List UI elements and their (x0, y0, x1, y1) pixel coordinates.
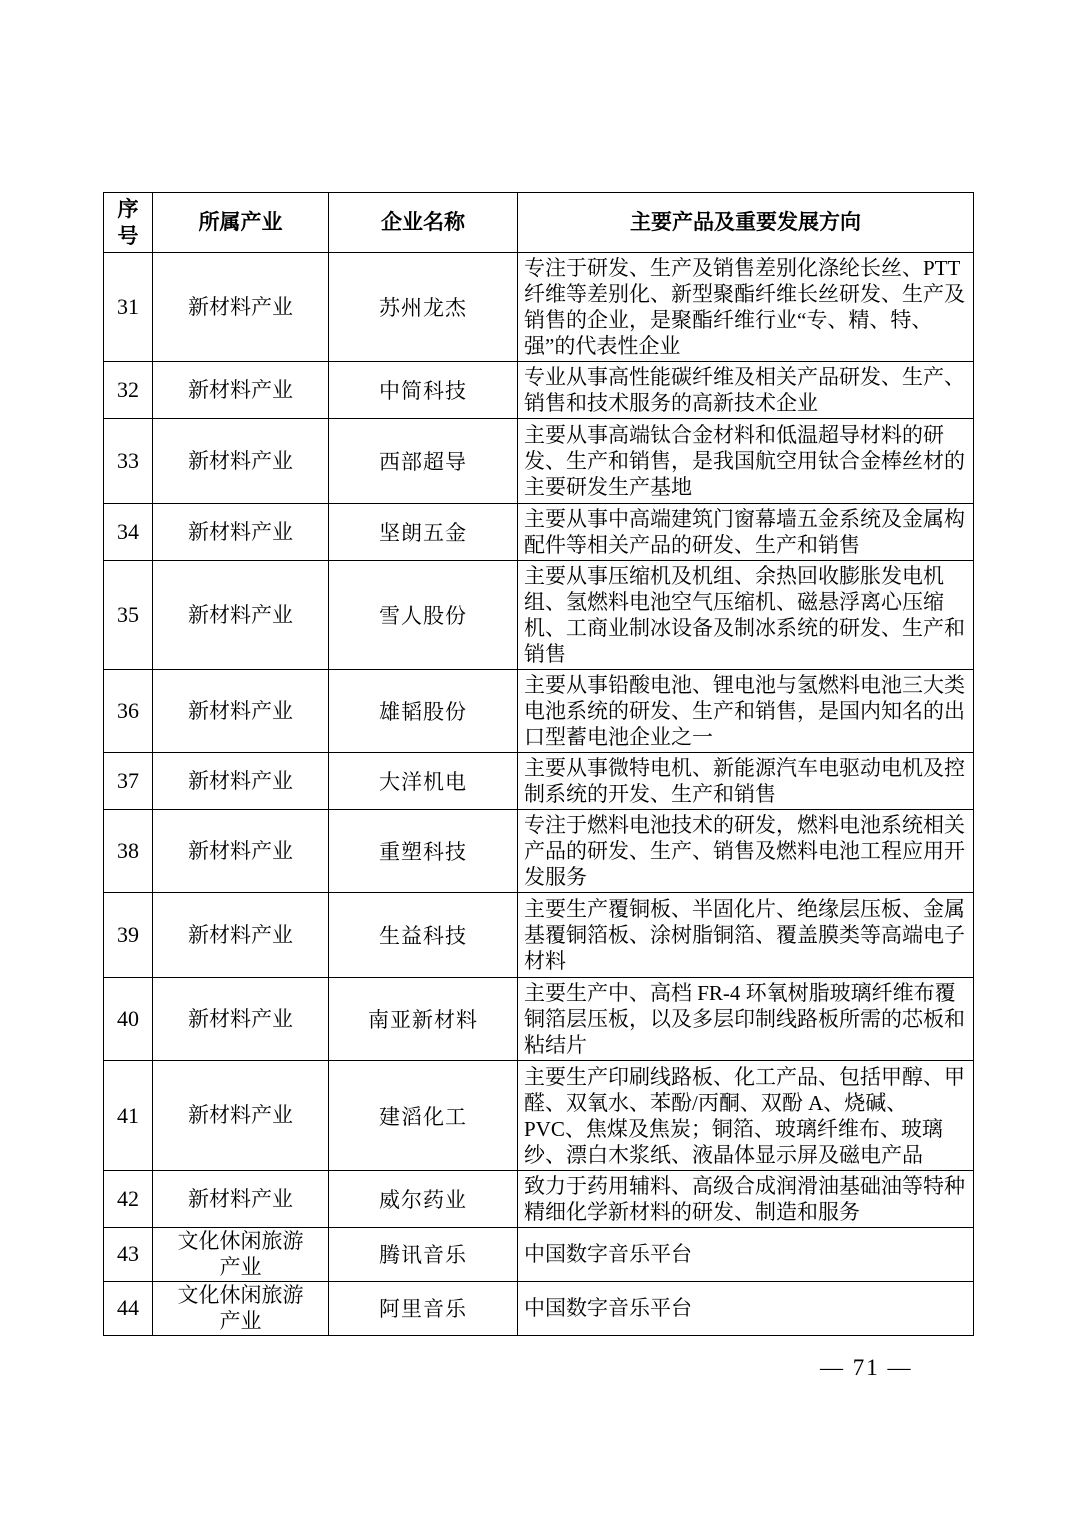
header-description: 主要产品及重要发展方向 (518, 193, 974, 253)
cell-serial: 38 (104, 810, 153, 893)
cell-serial: 39 (104, 893, 153, 978)
cell-description: 主要从事中高端建筑门窗幕墙五金系统及金属构配件等相关产品的研发、生产和销售 (518, 504, 974, 561)
table-row (104, 893, 974, 978)
header-industry: 所属产业 (153, 193, 329, 253)
cell-description: 主要生产覆铜板、半固化片、绝缘层压板、金属基覆铜箔板、涂树脂铜箔、覆盖膜类等高端电子材料 (518, 893, 974, 978)
table-row (104, 978, 974, 1061)
page-number: — 71 — (820, 1355, 913, 1380)
cell-description: 主要从事高端钛合金材料和低温超导材料的研发、生产和销售，是我国航空用钛合金棒丝材的主要研发生产基地 (518, 419, 974, 504)
table-row (104, 670, 974, 753)
table-row (104, 1061, 974, 1171)
cell-industry: 文化休闲旅游产业 (153, 1281, 329, 1335)
header-serial: 序号 (104, 193, 153, 253)
cell-company: 阿里音乐 (329, 1281, 518, 1335)
cell-serial: 33 (104, 419, 153, 504)
cell-description: 主要从事微特电机、新能源汽车电驱动电机及控制系统的开发、生产和销售 (518, 753, 974, 810)
company-table (103, 192, 974, 1336)
cell-industry: 新材料产业 (153, 504, 329, 561)
cell-serial: 37 (104, 753, 153, 810)
cell-company: 腾讯音乐 (329, 1228, 518, 1282)
cell-company: 建滔化工 (329, 1061, 518, 1171)
table-row (104, 561, 974, 670)
cell-industry: 新材料产业 (153, 253, 329, 362)
cell-company: 重塑科技 (329, 810, 518, 893)
cell-serial: 31 (104, 253, 153, 362)
table-row (104, 810, 974, 893)
cell-serial: 42 (104, 1171, 153, 1228)
cell-industry: 新材料产业 (153, 893, 329, 978)
cell-company: 生益科技 (329, 893, 518, 978)
cell-serial: 43 (104, 1228, 153, 1282)
table-body (104, 253, 974, 1336)
cell-industry: 新材料产业 (153, 810, 329, 893)
cell-industry: 新材料产业 (153, 670, 329, 753)
table-row (104, 1228, 974, 1282)
cell-industry: 新材料产业 (153, 978, 329, 1061)
header-company: 企业名称 (329, 193, 518, 253)
table-row (104, 253, 974, 362)
cell-serial: 36 (104, 670, 153, 753)
cell-description: 主要生产印刷线路板、化工产品、包括甲醇、甲醛、双氧水、苯酚/丙酮、双酚 A、烧碱、PVC、焦煤及焦炭；铜箔、玻璃纤维布、玻璃纱、漂白木浆纸、液晶体显示屏及磁电产品 (518, 1061, 974, 1171)
cell-serial: 44 (104, 1281, 153, 1335)
cell-company: 西部超导 (329, 419, 518, 504)
table-row (104, 362, 974, 419)
cell-description: 致力于药用辅料、高级合成润滑油基础油等特种精细化学新材料的研发、制造和服务 (518, 1171, 974, 1228)
table-row (104, 504, 974, 561)
cell-industry: 新材料产业 (153, 1171, 329, 1228)
cell-company: 大洋机电 (329, 753, 518, 810)
cell-company: 坚朗五金 (329, 504, 518, 561)
cell-description: 主要生产中、高档 FR-4 环氧树脂玻璃纤维布覆铜箔层压板，以及多层印制线路板所需的芯板和粘结片 (518, 978, 974, 1061)
cell-company: 苏州龙杰 (329, 253, 518, 362)
cell-industry: 文化休闲旅游产业 (153, 1228, 329, 1282)
cell-description: 中国数字音乐平台 (518, 1228, 974, 1282)
cell-industry: 新材料产业 (153, 362, 329, 419)
cell-industry: 新材料产业 (153, 561, 329, 670)
cell-serial: 40 (104, 978, 153, 1061)
cell-serial: 32 (104, 362, 153, 419)
cell-company: 雪人股份 (329, 561, 518, 670)
cell-description: 专注于燃料电池技术的研发，燃料电池系统相关产品的研发、生产、销售及燃料电池工程应用开发服务 (518, 810, 974, 893)
cell-description: 主要从事压缩机及机组、余热回收膨胀发电机组、氢燃料电池空气压缩机、磁悬浮离心压缩机、工商业制冰设备及制冰系统的研发、生产和销售 (518, 561, 974, 670)
table-row (104, 753, 974, 810)
cell-description: 专注于研发、生产及销售差别化涤纶长丝、PTT 纤维等差别化、新型聚酯纤维长丝研发、生产及销售的企业，是聚酯纤维行业“专、精、特、强”的代表性企业 (518, 253, 974, 362)
cell-description: 中国数字音乐平台 (518, 1281, 974, 1335)
table-header-row (104, 193, 974, 253)
table-row (104, 1171, 974, 1228)
cell-company: 南亚新材料 (329, 978, 518, 1061)
cell-company: 威尔药业 (329, 1171, 518, 1228)
cell-company: 雄韬股份 (329, 670, 518, 753)
cell-industry: 新材料产业 (153, 1061, 329, 1171)
cell-serial: 34 (104, 504, 153, 561)
cell-industry: 新材料产业 (153, 753, 329, 810)
cell-industry: 新材料产业 (153, 419, 329, 504)
cell-company: 中简科技 (329, 362, 518, 419)
cell-serial: 35 (104, 561, 153, 670)
cell-description: 专业从事高性能碳纤维及相关产品研发、生产、销售和技术服务的高新技术企业 (518, 362, 974, 419)
table-row (104, 419, 974, 504)
table-row (104, 1281, 974, 1335)
cell-serial: 41 (104, 1061, 153, 1171)
cell-description: 主要从事铅酸电池、锂电池与氢燃料电池三大类电池系统的研发、生产和销售，是国内知名的出口型蓄电池企业之一 (518, 670, 974, 753)
